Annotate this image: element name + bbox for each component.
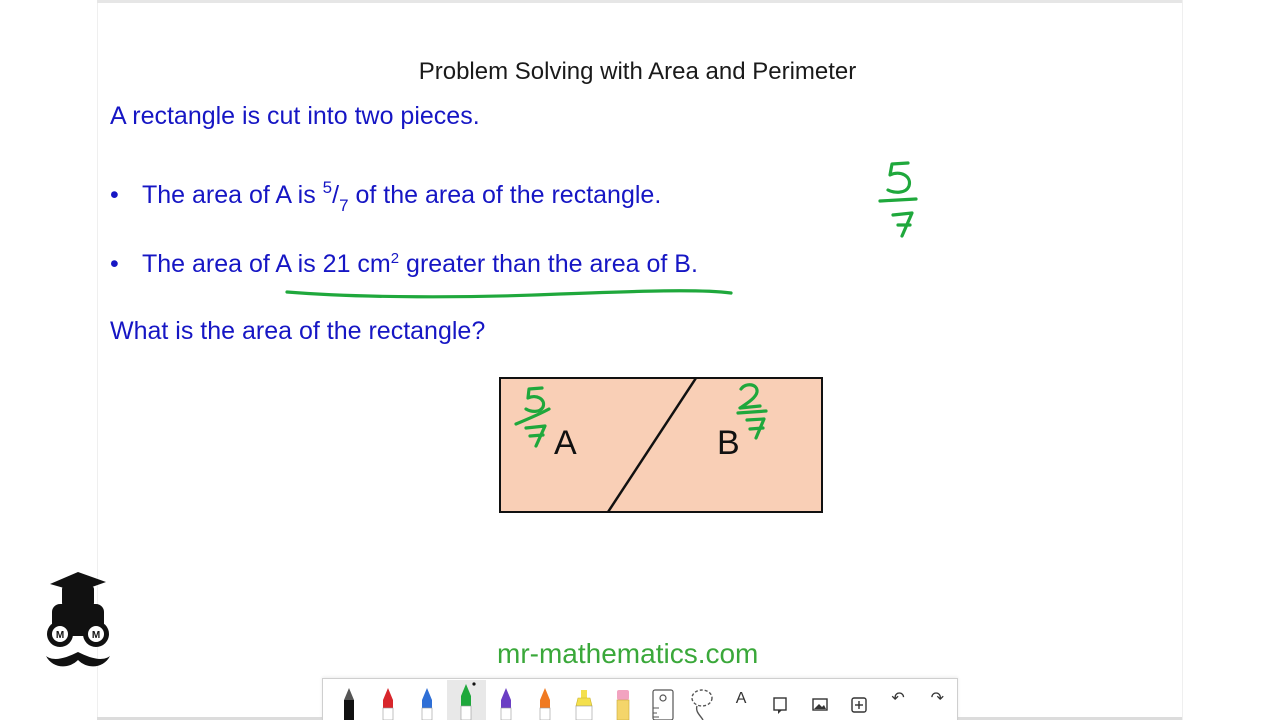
bullet-area-fraction: • The area of A is $^5/_7$ of the area of the rectangle. xyxy=(110,178,662,215)
drawing-toolbar xyxy=(322,678,958,720)
add-icon xyxy=(849,690,869,720)
rectangle-diagram xyxy=(498,376,824,514)
undo-button[interactable] xyxy=(879,680,918,720)
pen-orange-icon xyxy=(535,684,555,720)
pen-orange-button[interactable] xyxy=(525,680,564,720)
svg-text:M: M xyxy=(91,630,101,641)
bullet-dot: • xyxy=(110,250,119,278)
pen-purple-icon xyxy=(496,684,516,720)
eraser-icon xyxy=(613,684,633,720)
page-title: Problem Solving with Area and Perimeter xyxy=(418,58,857,85)
pen-red-button[interactable] xyxy=(368,680,407,720)
pen-blue-button[interactable] xyxy=(408,680,447,720)
image-icon xyxy=(810,690,830,720)
ink-underline xyxy=(287,291,731,297)
add-button[interactable] xyxy=(839,680,878,720)
pen-green-button[interactable] xyxy=(447,680,486,720)
pen-blue-icon xyxy=(417,684,437,720)
lasso-icon xyxy=(689,686,715,720)
pen-black-icon xyxy=(339,684,359,720)
website-url: mr-mathematics.com xyxy=(497,638,759,669)
piece-a-label: A xyxy=(554,424,577,462)
highlighter-button[interactable] xyxy=(565,680,604,720)
shape-button[interactable] xyxy=(761,680,800,720)
ruler-icon xyxy=(650,686,676,720)
pen-green-icon xyxy=(454,680,478,720)
undo-icon: ↶ xyxy=(891,690,905,707)
eraser-button[interactable] xyxy=(604,680,643,720)
pen-black-button[interactable] xyxy=(329,680,368,720)
bullet-dot: • xyxy=(110,181,119,209)
page-top-border xyxy=(97,0,1182,3)
pen-red-icon xyxy=(378,684,398,720)
redo-button[interactable] xyxy=(918,680,957,720)
page-edge-right xyxy=(1182,0,1183,720)
rectangle-shape xyxy=(500,378,822,512)
mr-mathematics-logo xyxy=(38,570,118,680)
text-tool-button[interactable] xyxy=(722,680,761,720)
ruler-button[interactable] xyxy=(643,680,682,720)
ink-fraction-right xyxy=(880,163,916,236)
text-icon: A xyxy=(735,690,747,707)
highlighter-icon xyxy=(572,684,596,720)
svg-text:M: M xyxy=(55,630,65,641)
intro-text: A rectangle is cut into two pieces. xyxy=(110,102,480,130)
lasso-button[interactable] xyxy=(682,680,721,720)
pen-purple-button[interactable] xyxy=(486,680,525,720)
shape-icon xyxy=(770,690,790,720)
question-text: What is the area of the rectangle? xyxy=(110,317,486,345)
redo-icon: ↷ xyxy=(930,690,945,707)
bullet-area-difference: • The area of A is 21 $cm^2$ greater than the area of B. xyxy=(110,250,698,278)
piece-b-label: B xyxy=(717,424,740,462)
image-button[interactable] xyxy=(800,680,839,720)
